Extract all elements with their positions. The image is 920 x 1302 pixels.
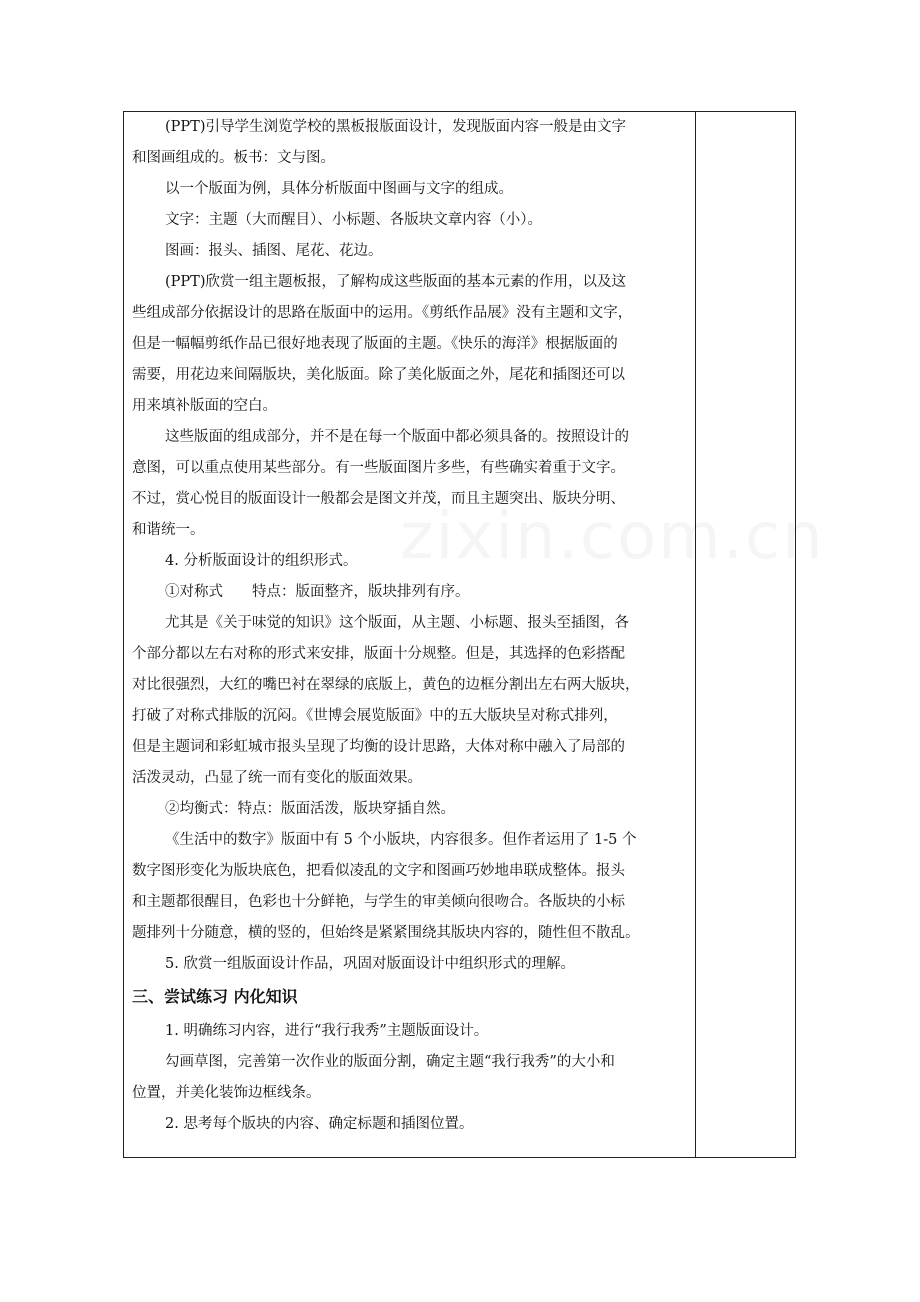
numbered-item: 5. 欣赏一组版面设计作品，巩固对版面设计中组织形式的理解。 — [165, 956, 575, 972]
paragraph-line: 尤其是《关于味觉的知识》这个版面，从主题、小标题、报头至插图，各 — [165, 615, 629, 631]
paragraph-line: 这些版面的组成部分，并不是在每一个版面中都必须具备的。按照设计的 — [165, 429, 629, 445]
paragraph-line: 活泼灵动，凸显了统一而有变化的版面效果。 — [132, 770, 422, 786]
paragraph-line: 勾画草图，完善第一次作业的版面分割，确定主题“我行我秀”的大小和 — [165, 1054, 615, 1070]
paragraph-line: 个部分都以左右对称的形式来安排，版面十分规整。但是，其选择的色彩搭配 — [132, 646, 625, 662]
paragraph-line: 用来填补版面的空白。 — [132, 398, 277, 414]
paragraph-line: (PPT)引导学生浏览学校的黑板报版面设计，发现版面内容一般是由文字 — [165, 119, 626, 135]
column-divider — [695, 111, 696, 1158]
paragraph-line: 需要，用花边来间隔版块，美化版面。除了美化版面之外，尾花和插图还可以 — [132, 367, 625, 383]
paragraph-line: 些组成部分依据设计的思路在版面中的运用。《剪纸作品展》没有主题和文字， — [132, 305, 633, 321]
paragraph-line: 《生活中的数字》版面中有 5 个小版块，内容很多。但作者运用了 1-5 个 — [165, 832, 637, 848]
paragraph-line: 题排列十分随意，横的竖的，但始终是紧紧围绕其版块内容的，随性但不散乱。 — [132, 925, 640, 941]
paragraph-line: (PPT)欣赏一组主题板报，了解构成这些版面的基本元素的作用，以及这 — [165, 274, 626, 290]
paragraph-line: 和主题都很醒目，色彩也十分鲜艳，与学生的审美倾向很吻合。各版块的小标 — [132, 894, 625, 910]
numbered-item: 2. 思考每个版块的内容、确定标题和插图位置。 — [165, 1116, 474, 1132]
paragraph-line: 不过，赏心悦目的版面设计一般都会是图文并茂，而且主题突出、版块分明、 — [132, 491, 625, 507]
paragraph-line: 以一个版面为例，具体分析版面中图画与文字的组成。 — [165, 181, 513, 197]
paragraph-line: 和图画组成的。板书：文与图。 — [132, 150, 335, 166]
paragraph-line: 和谐统一。 — [132, 522, 205, 538]
paragraph-line: 图画：报头、插图、尾花、花边。 — [165, 243, 383, 259]
paragraph-line: 位置，并美化装饰边框线条。 — [132, 1085, 321, 1101]
watermark — [400, 500, 825, 574]
numbered-item: 4. 分析版面设计的组织形式。 — [165, 553, 358, 569]
paragraph-line: 打破了对称式排版的沉闷。《世博会展览版面》中的五大版块呈对称式排列， — [132, 708, 618, 724]
paragraph-line: 但是主题词和彩虹城市报头呈现了均衡的设计思路，大体对称中融入了局部的 — [132, 739, 625, 755]
paragraph-line: 对比很强烈，大红的嘴巴衬在翠绿的底版上，黄色的边框分割出左右两大版块， — [132, 677, 640, 693]
paragraph-line: ②均衡式：特点：版面活泼，版块穿插自然。 — [165, 801, 455, 817]
paragraph-line: 文字：主题（大而醒目）、小标题、各版块文章内容（小）。 — [165, 212, 542, 228]
paragraph-line: 数字图形变化为版块底色，把看似凌乱的文字和图画巧妙地串联成整体。报头 — [132, 863, 625, 879]
section-heading: 三、尝试练习 内化知识 — [132, 987, 298, 1006]
paragraph-line: ①对称式 特点：版面整齐，版块排列有序。 — [165, 584, 470, 600]
paragraph-line: 但是一幅幅剪纸作品已很好地表现了版面的主题。《快乐的海洋》根据版面的 — [132, 336, 618, 352]
paragraph-line: 意图，可以重点使用某些部分。有一些版面图片多些，有些确实着重于文字。 — [132, 460, 625, 476]
numbered-item: 1. 明确练习内容，进行“我行我秀”主题版面设计。 — [165, 1023, 489, 1039]
